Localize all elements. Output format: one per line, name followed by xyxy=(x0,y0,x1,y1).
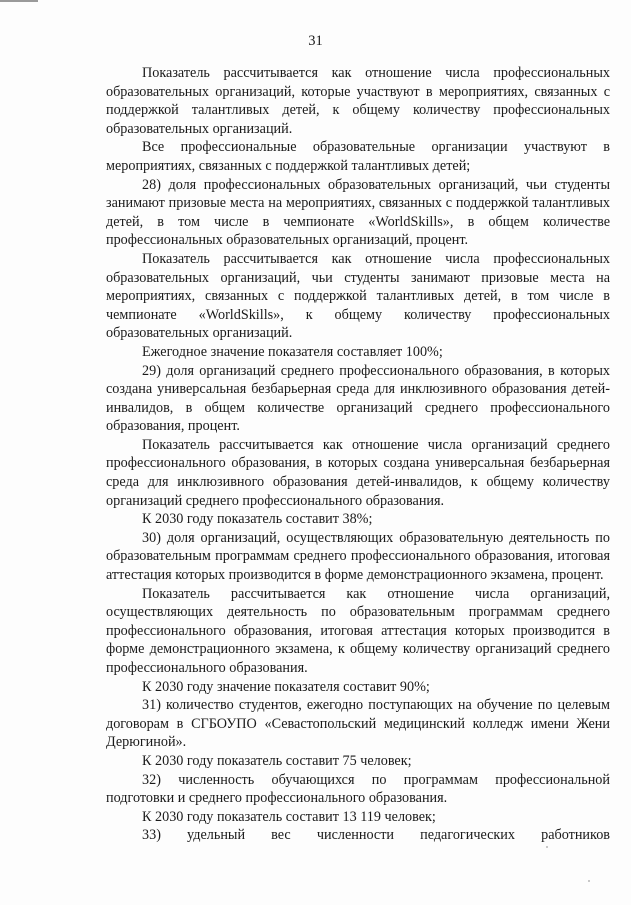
paragraph-indicator-27-value: Все профессиональные образовательные организации участвуют в мероприятиях, связанных с поддержкой талантливых детей; xyxy=(106,139,610,174)
paragraph-indicator-29-calculation: Показатель рассчитывается как отношение числа организаций среднего профессионального образования, в которых создана универсальная безбарьерная среда для инклюзивного образования детей-инвалидов, к общему количеству организаций среднего профессионального образования. xyxy=(106,436,610,509)
document-body xyxy=(106,64,610,845)
paragraph-indicator-31-value: К 2030 году показатель составит 75 человек; xyxy=(142,752,412,769)
paragraph-indicator-32: 32) численность обучающихся по программам профессиональной подготовки и среднего профессионального образования. xyxy=(106,771,610,807)
paragraph-indicator-28-calculation: Показатель рассчитывается как отношение числа профессиональных образовательных организаций, чьи студенты занимают призовые места на мероприятиях, связанных с поддержкой талантливых детей, в том числе в чемпионате «WorldSkills», к общему количеству профессиональных образовательных организаций. xyxy=(106,250,610,342)
page-number: 31 xyxy=(308,33,323,49)
scan-speck xyxy=(546,846,548,848)
paragraph-indicator-30: 30) доля организаций, осуществляющих образовательную деятельность по образовательным программам среднего профессионального образования, итоговая аттестация которых производится в форме демонстрационного экзамена, процент. xyxy=(106,529,610,584)
paragraph-indicator-27-calculation: Показатель рассчитывается как отношение числа профессиональных образовательных организаций, которые участвуют в мероприятиях, связанных с поддержкой талантливых детей, к общему количеству профессиональных образовательных организаций. xyxy=(106,65,610,137)
paragraph-indicator-32-value: К 2030 году показатель составит 13 119 человек; xyxy=(142,808,436,825)
paragraph-indicator-30-calculation: Показатель рассчитывается как отношение числа организаций, осуществляющих деятельность по образовательным программам среднего профессионального образования, итоговая аттестация которых производится в форме демонстрационного экзамена, к общему количеству организаций среднего профессионального образования. xyxy=(106,585,610,676)
paragraph-indicator-29: 29) доля организаций среднего профессионального образования, в которых создана универсальная безбарьерная среда для инклюзивного образования детей-инвалидов, в общем количестве организаций среднего профессионального образования, процент. xyxy=(106,362,610,435)
paragraph-indicator-28: 28) доля профессиональных образовательных организаций, чьи студенты занимают призовые места на мероприятиях, связанных с поддержкой талантливых детей, в том числе в чемпионате «WorldSkills», в общем количестве профессиональных образовательных организаций, процент. xyxy=(106,176,610,249)
paragraph-indicator-29-value: К 2030 году показатель составит 38%; xyxy=(142,511,373,528)
scan-speck xyxy=(588,880,590,882)
scan-edge-mark xyxy=(0,0,38,2)
paragraph-indicator-30-value: К 2030 году значение показателя составит 90%; xyxy=(142,678,430,695)
paragraph-indicator-33: 33) удельный вес численности педагогических работников xyxy=(142,827,610,844)
paragraph-indicator-28-value: Ежегодное значение показателя составляет 100%; xyxy=(142,343,443,360)
paragraph-indicator-31: 31) количество студентов, ежегодно поступающих на обучение по целевым договорам в СГБОУПО «Севастопольский медицинский колледж имени Жени Дерюгиной». xyxy=(106,697,610,751)
